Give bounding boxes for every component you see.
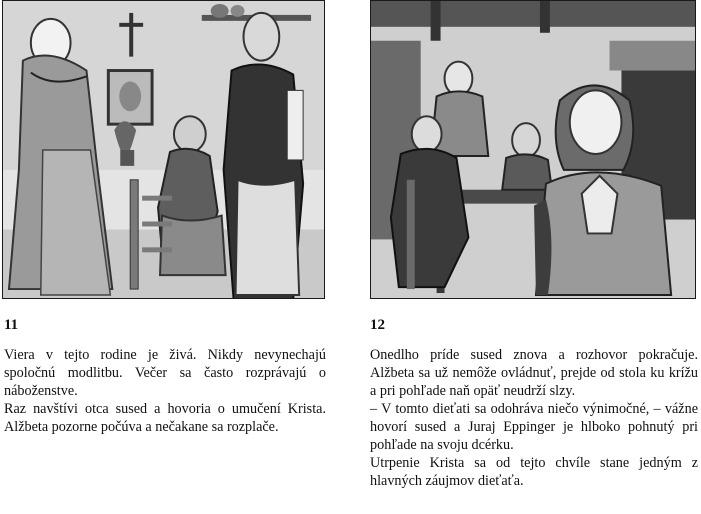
family-prayer-drawing (3, 1, 324, 298)
panel-number: 11 (4, 317, 19, 333)
illustration-family-prayer (2, 0, 325, 299)
comic-panel-11 (2, 0, 326, 435)
caption-paragraph: Viera v tejto rodine je živá. Nikdy nevynechajú spoločnú modlitbu. Večer sa často rozprávajú o náboženstve. (4, 347, 326, 399)
panel-caption (4, 346, 326, 436)
caption-paragraph: Utrpenie Krista sa od tejto chvíle stane jedným z hlavných záujmov dieťaťa. (370, 455, 698, 489)
comic-panel-12 (370, 0, 698, 489)
panel-number: 12 (370, 317, 385, 333)
caption-paragraph: – V tomto dieťati sa odohráva niečo výnimočné, – vážne hovorí sused a Juraj Eppinger je hlboko pohnutý pri pohľade na svoju dcérku. (370, 401, 698, 453)
praying-girl-drawing (371, 1, 695, 298)
caption-paragraph: Raz navštívi otca sused a hovoria o umučení Krista. Alžbeta pozorne počúva a nečakane sa rozplače. (4, 401, 326, 435)
illustration-praying-girl (370, 0, 696, 299)
caption-paragraph: Onedlho príde sused znova a rozhovor pokračuje. Alžbeta sa už nemôže ovládnuť, prejde od stola ku krížu a pri pohľade naň opäť neudrží slzy. (370, 347, 698, 399)
panel-caption (370, 346, 698, 490)
